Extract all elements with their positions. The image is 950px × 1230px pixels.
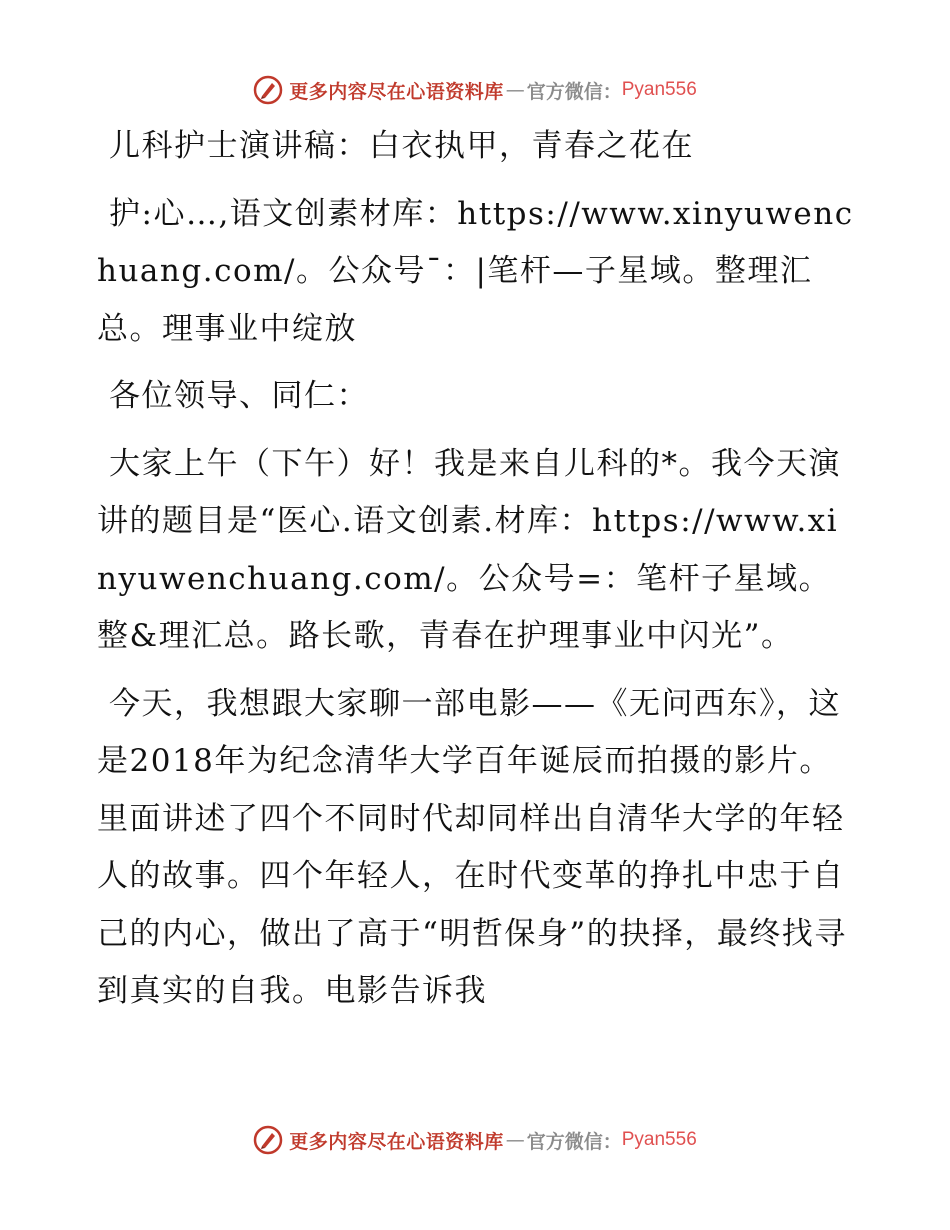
banner-slogan: 更多内容尽在心语资料库 — [289, 1130, 504, 1153]
header-banner — [0, 70, 950, 110]
banner-contact-id: Pyan556 — [621, 79, 697, 100]
paragraph-source-note: 护:心…,语文创素材库：https://www.xinyuwenchuang.com/。公众号¯：|笔杆—子星域。整理汇总。理事业中绽放 — [97, 195, 854, 347]
document-title-line: 儿科护士演讲稿：白衣执甲，青春之花在 — [109, 128, 694, 164]
document-body — [97, 118, 857, 1021]
banner-contact-label: 官方微信： — [526, 80, 622, 103]
banner-contact-id: Pyan556 — [621, 1129, 697, 1150]
pen-logo-icon — [253, 1125, 283, 1155]
banner-slogan: 更多内容尽在心语资料库 — [289, 80, 504, 103]
paragraph-salutation: 各位领导、同仁： — [109, 378, 369, 414]
paragraph-greeting: 大家上午（下午）好！我是来自儿科的*。我今天演讲的题目是“医心.语文创素.材库：https://www.xinyuwenchuang.com/。公众号=：笔杆子星域。整&理汇总。路长歌，青春在护理事业中闪光”。 — [97, 445, 841, 654]
banner-separator: — — [505, 1129, 525, 1151]
banner-separator: — — [505, 79, 525, 101]
pen-logo-icon — [253, 75, 283, 105]
paragraph-movie: 今天，我想跟大家聊一部电影——《无问西东》，这是2018年为纪念清华大学百年诞辰而拍摄的影片。里面讲述了四个不同时代却同样出自清华大学的年轻人的故事。四个年轻人，在时代变革的挣扎中忠于自己的内心，做出了高于“明哲保身”的抉择，最终找寻到真实的自我。电影告诉我 — [97, 685, 847, 1009]
banner-contact-label: 官方微信： — [526, 1130, 622, 1153]
footer-banner — [0, 1120, 950, 1160]
